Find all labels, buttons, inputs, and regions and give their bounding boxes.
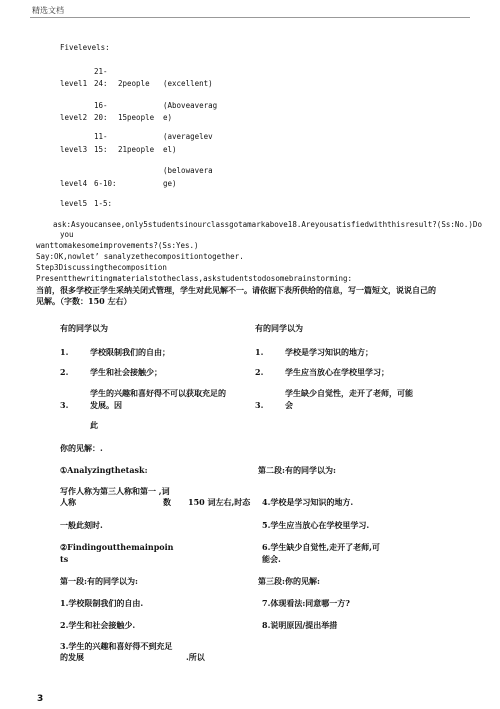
analysis-point-3c: .所以	[186, 652, 205, 662]
dialogue-line-6: Presentthewritingmaterialstotheclass,askstudentstodosomebrainstorming:	[36, 274, 353, 283]
analysis-person-line: 写作人称为第三人称和第一 ,词	[60, 486, 170, 496]
dialogue-line-4: Say:OK,nowlet’ sanalyzethecompositiontogether.	[36, 252, 244, 261]
table-right-num-1: 1.	[255, 347, 264, 357]
table-right-num-3: 3.	[255, 400, 264, 410]
level1-range-b: 24:	[94, 79, 108, 88]
analysis-point-1: 1.学校限制我们的自由.	[60, 598, 144, 608]
table-left-item-2: 学生和社会接触少；	[90, 367, 162, 377]
level2-people: 15people	[118, 113, 155, 122]
table-right-num-2: 2.	[255, 367, 264, 377]
level4-name: level4	[60, 179, 88, 188]
analysis-para-3-heading: 第三段:你的见解:	[258, 576, 320, 586]
table-right-item-3b: 会	[285, 400, 293, 410]
analysis-point-8: 8.说明原因/提出举措	[262, 620, 338, 630]
dialogue-line-5: Step3Discussingthecomposition	[36, 263, 167, 272]
table-left-num-3: 3.	[60, 400, 69, 410]
table-right-item-1: 学校是学习知识的地方；	[285, 347, 373, 357]
level2-desc-a: (Aboveaverag	[163, 101, 218, 110]
analysis-point-5: 5.学生应当放心在学校里学习.	[262, 520, 370, 530]
analysis-step-2a: ②Findingoutthemainpoin	[60, 542, 174, 552]
analysis-point-4: 4.学校是学习知识的地方.	[262, 497, 354, 507]
table-left-heading: 有的同学以为	[60, 323, 108, 333]
level1-name: level1	[60, 79, 88, 88]
analysis-person-word: 人称	[60, 497, 76, 507]
analysis-point-3a: 3.学生的兴趣和喜好得不到充足	[60, 641, 173, 651]
level4-range: 6-10:	[94, 179, 117, 188]
level1-range-a: 21-	[94, 67, 108, 76]
analysis-count-word: 数	[163, 497, 171, 507]
header-divider	[30, 17, 470, 18]
header-title: 精选文档	[32, 6, 64, 15]
level2-desc-b: e)	[163, 113, 173, 122]
analysis-point-2: 2.学生和社会接触少.	[60, 620, 136, 630]
level4-desc-b: ge)	[163, 179, 177, 188]
level3-name: level3	[60, 145, 88, 154]
analysis-point-6b: 能会.	[262, 554, 281, 564]
analysis-point-3b: 的发展	[60, 652, 84, 662]
opinion-prompt: 你的见解：.	[60, 443, 103, 453]
level5-range: 1-5:	[94, 199, 113, 208]
prompt-line-2: 见解。（字数：150 左右）	[36, 296, 132, 306]
analysis-para-2-heading: 第二段:有的同学以为:	[258, 465, 336, 475]
analysis-para-1-heading: 第一段:有的同学以为:	[60, 576, 138, 586]
analysis-step-2b: ts	[60, 554, 69, 564]
level3-desc-b: el)	[163, 145, 177, 154]
level1-desc: (excellent)	[163, 79, 213, 88]
level2-name: level2	[60, 113, 88, 122]
table-left-item-3a: 学生的兴趣和喜好得不可以获取充足的	[90, 388, 226, 398]
analysis-step-1: ①Analyzingthetask:	[60, 465, 148, 475]
table-left-item-3b: 发展。因	[90, 400, 122, 410]
prompt-line-1: 当前，很多学校正学生采纳关闭式管理，学生对此见解不一。请依据下表所供给的信息，写一篇短文，说说自己的	[36, 285, 436, 295]
dialogue-line-2: you	[60, 230, 74, 239]
level2-range-b: 20:	[94, 113, 108, 122]
dialogue-line-1: ask:Asyoucansee,only5studentsinourclassgotamarkabove18.Areyousatisfiedwiththisresult?(Ss:No.)Do	[53, 220, 482, 229]
level1-people: 2people	[118, 79, 150, 88]
dialogue-line-3: wanttomakesomeimprovements?(Ss:Yes.)	[36, 241, 199, 250]
analysis-word-count: 150 词左右,时态	[188, 497, 251, 507]
level5-name: level5	[60, 199, 88, 208]
table-right-heading: 有的同学以为	[255, 323, 303, 333]
analysis-point-6a: 6.学生缺少自觉性,走开了老师,可	[262, 542, 380, 552]
level3-desc-a: (averagelev	[163, 132, 213, 141]
page-number: 3	[37, 694, 44, 704]
analysis-tense: 一般此刻时.	[60, 520, 103, 530]
level3-people: 21people	[118, 145, 155, 154]
table-left-item-1: 学校限制我们的自由；	[90, 347, 170, 357]
table-left-num-2: 2.	[60, 367, 69, 377]
levels-title: Fivelevels:	[60, 43, 110, 52]
level4-desc-a: (belowavera	[163, 166, 213, 175]
table-left-num-1: 1.	[60, 347, 69, 357]
level3-range-b: 15:	[94, 145, 108, 154]
level3-range-a: 11-	[94, 132, 108, 141]
table-right-item-2: 学生应当放心在学校里学习；	[285, 367, 389, 377]
analysis-point-7: 7.体现看法:同意哪一方?	[262, 598, 350, 608]
level2-range-a: 16-	[94, 101, 108, 110]
table-left-tail: 此	[90, 420, 98, 430]
table-right-item-3a: 学生缺少自觉性，走开了老师，可能	[285, 388, 413, 398]
